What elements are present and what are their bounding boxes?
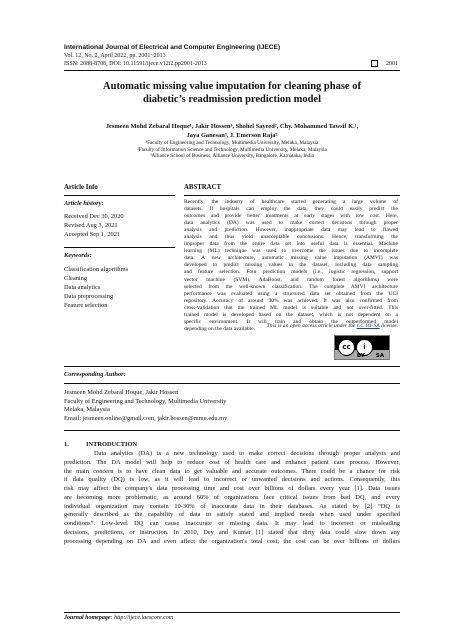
intro-line: the main concern is to have clean data to get valuable and accurate outcomes. There could be a chance for risk (64, 467, 400, 475)
keyword: Cleaning (64, 275, 88, 282)
title-line: Automatic missing value imputation for cleaning phase of (103, 81, 361, 92)
corresponding-bottom-divider (64, 430, 400, 431)
journal-homepage (64, 615, 173, 621)
intro-line: risk may affect the company's data processing time and cost over billions of dollars every year [1]. Data issues (64, 485, 400, 492)
introduction-body (64, 450, 400, 546)
attribution-person-icon: i (356, 339, 373, 356)
keyword: Data analytics (64, 284, 101, 291)
intro-line: prediction. The DA model will help to reduce cost of health care and enhance patient care process. However, (64, 458, 400, 466)
footer-url[interactable]: : http://ijece.iaescore.com (110, 615, 174, 621)
abstract-line: analysis and thus yield unacceptable conclusions. Hence, transforming the (184, 234, 398, 241)
abstract-line: Recently, the industry of healthcare started generating a large volume of (184, 199, 398, 205)
paper-title (64, 80, 400, 106)
corresponding-heading: Corresponding Author: (64, 371, 126, 378)
header-divider (64, 70, 400, 71)
intro-line: Data analytics (DA) is a new technology used to make correct decisions through proper analysis and (94, 450, 400, 457)
abstract-line: improper data from the entire data set into useful data is essential. Machine (184, 241, 398, 248)
abstract-line: datasets. If hospitals can employ the data, they could easily predict the (184, 206, 398, 213)
author-line: Jaya Ganesan³, J. Emerson Raja² (186, 132, 278, 139)
cc-by-sa-badge (334, 335, 390, 360)
abstract-heading: ABSTRACT (184, 184, 222, 191)
intro-line: if data quality (DQ) is low, as it will lead to incorrect or unwanted decisions and actions. Consequently, this (64, 476, 400, 484)
affiliation: ³Alliance School of Business, Alliance University, Bangalore, Karnataka, India (149, 153, 314, 160)
affiliation: ²Faculty of Information Science and Technology, Multimedia University, Melaka, Malaysia (137, 146, 327, 153)
author-list (64, 122, 400, 140)
abstract-line: developed to predict missing values in the dataset, including data sampling (184, 262, 398, 269)
history-list (64, 212, 124, 239)
keyword: Classification algorithms (64, 266, 129, 273)
footer-label: Journal homepage (64, 615, 111, 621)
introduction-heading (64, 441, 137, 448)
abstract-line: vector machine (SVM), AdaBoost, and random forest algorithms) were (184, 276, 398, 283)
abstract-line: cross-validation that the trained ML model is suitable and not over-fitted. This (184, 304, 398, 311)
intro-line: conditions”. Low-level DQ can cause inaccurate or missing data. It may lead to incorrect or misleading (64, 520, 400, 527)
history-heading: Article history: (64, 200, 104, 207)
corresponding-line: Melaka, Malaysia (64, 406, 110, 414)
intro-line: processing depending on DA and even affect the organization's total cost; the cost can be over billions of dollars (64, 537, 400, 545)
license-suffix: license. (379, 323, 398, 329)
corresponding-line: Faculty of Engineering and Technology, Multimedia University (64, 397, 227, 405)
issn-doi-line: ISSN: 2088-8708, DOI: 10.11591/ijece.v12i2.pp2001-2013 (64, 61, 207, 67)
keywords-heading: Keywords: (64, 252, 92, 259)
page-number: 2001 (386, 60, 398, 67)
keyword: Data preprocessing (64, 293, 114, 300)
section-number: 1. (64, 441, 69, 448)
abstract-line: selected from the well-known classification. The complete AMVI architecture (184, 283, 398, 290)
license-link[interactable]: CC BY-SA (356, 323, 380, 329)
open-access-text: This is an open access article under the (266, 323, 357, 329)
history-item: Revised Aug 3, 2021 (64, 222, 118, 229)
volume-line: Vol. 12, No. 2, April 2022, pp. 2001~2013 (64, 53, 166, 59)
author-line: Jesmeen Mohd Zebaral Hoque¹, Jakir Hossen¹, Shohel Sayeed², Chy. Mohammed Tawsif K.¹, (105, 123, 359, 130)
abstract-body (184, 199, 398, 333)
cc-logo-icon: cc (338, 339, 355, 356)
badge-by-label: BY (357, 353, 365, 359)
square-icon (371, 60, 378, 67)
corresponding-mid-divider (64, 383, 400, 384)
article-info-heading: Article Info (64, 184, 98, 191)
open-access-notice (184, 323, 398, 329)
affiliation: ¹Faculty of Engineering and Technology, Multimedia University, Melaka, Malaysia (145, 140, 319, 146)
abstract-line: outcomes and provide better treatments at early stages with low cost. Here, (184, 213, 398, 220)
intro-line: are becoming more problematic, as around 60% of organizations face critical issues from bad DQ, and every (64, 493, 400, 501)
corresponding-line: Email: jesmeen.online@gmail.com, jakir.hossen@mmu.edu.my (64, 415, 228, 423)
badge-sa-label: SA (375, 353, 384, 359)
abstract-divider (184, 195, 400, 196)
affiliations (64, 140, 400, 160)
abstract-line: repository. Accuracy of around 90% was achieved. It was also confirmed from (184, 297, 398, 304)
keyword: Feature selection (64, 302, 108, 309)
intro-line: individual organization may contain 10-30% of inaccurate data in their databases. As stated by [2] “DQ is (64, 502, 400, 510)
abstract-line: analysis and prediction. However, inappropriate data may lead to flawed (184, 227, 398, 234)
abstract-line: specific environment. It will train and obtain the outperformed model (184, 318, 398, 325)
corresponding-details (64, 389, 227, 424)
keywords-divider (64, 247, 175, 248)
title-line: diabetic’s readmission prediction model (142, 94, 322, 105)
intro-line: generally described as the capability of data to satisfy stated and implied needs when used under specified (64, 511, 400, 519)
abstract-line: and feature selection. Four prediction models (i.e., logistic regression, support (184, 269, 398, 276)
abstract-line: data. A new architecture, automatic missing value imputation (AMVI) was (184, 255, 398, 262)
intro-line: decisions, predictions, or instruction. In 2010, Dey and Kumar [1] stated that dirty data could slow down any (64, 528, 400, 536)
article-info-divider (64, 195, 175, 196)
abstract-line: trained model is developed based on the dataset, which is not dependent on a (184, 311, 398, 318)
section-title: INTRODUCTION (86, 441, 138, 448)
corresponding-line: Jesmeen Mohd Zebaral Hoque, Jakir Hossen (64, 389, 179, 396)
footer-divider (64, 612, 400, 613)
history-item: Accepted Sep 1, 2021 (64, 231, 121, 238)
abstract-line: performance was evaluated using a structured data set obtained from the UCI (184, 290, 398, 297)
abstract-line: learning (ML) technique was used to overcome the issues due to incomplete (184, 248, 398, 255)
history-item: Received Dec 30, 2020 (64, 213, 124, 220)
corresponding-top-divider (64, 366, 400, 367)
page-number-block (371, 60, 398, 67)
keywords-list (64, 265, 128, 310)
abstract-line: depending on the data available. (184, 325, 256, 332)
journal-name: International Journal of Electrical and Computer Engineering (IJECE) (64, 44, 281, 51)
abstract-line: data analytics (DA) was used to make correct decisions through proper (184, 220, 398, 227)
